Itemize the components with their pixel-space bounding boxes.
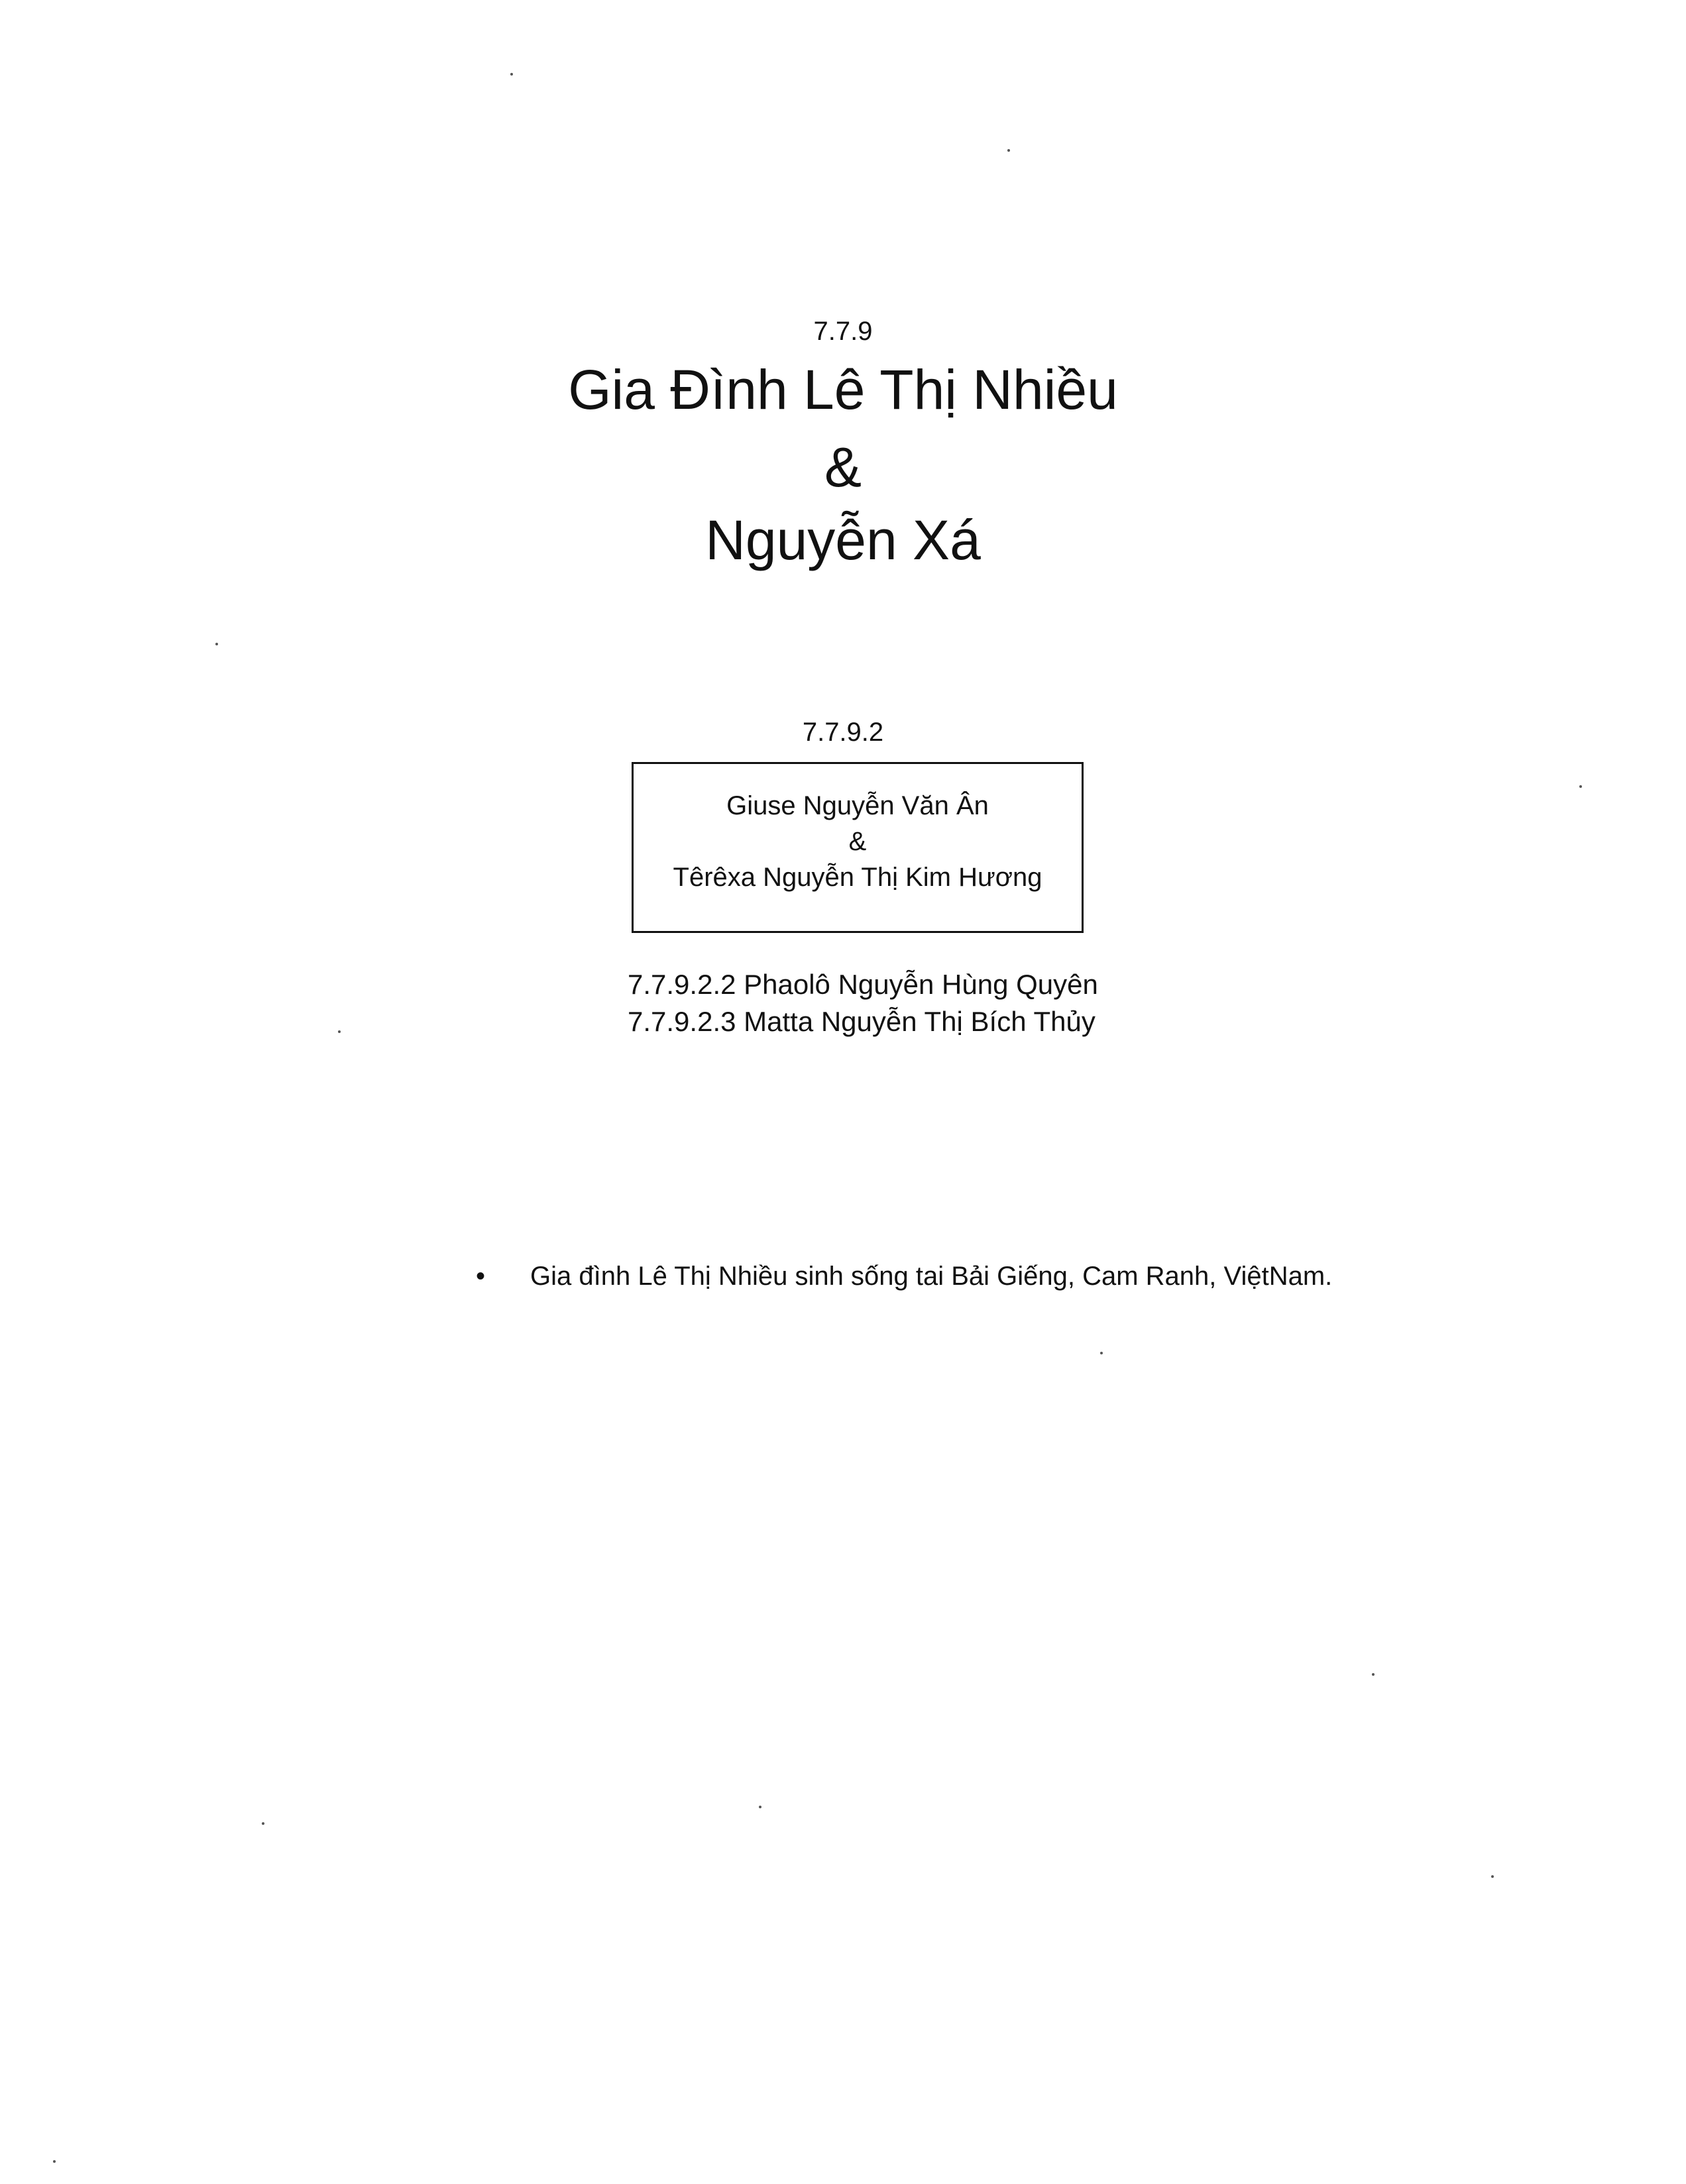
- family-number: 7.7.9: [813, 317, 873, 346]
- child-entry: 7.7.9.2.2 Phaolô Nguyễn Hùng Quyên: [628, 969, 1098, 1000]
- scan-speck: [510, 73, 513, 76]
- bullet-icon: •: [476, 1262, 486, 1291]
- scan-speck: [759, 1806, 761, 1808]
- children-list: [628, 966, 1105, 1040]
- child-entry: 7.7.9.2.3 Matta Nguyễn Thị Bích Thủy: [628, 1006, 1096, 1037]
- page-title-ampersand: &: [824, 436, 862, 498]
- wife-name: Têrêxa Nguyễn Thị Kim Hương: [673, 863, 1042, 892]
- scan-speck: [1372, 1673, 1375, 1676]
- couple-box: [632, 762, 1084, 933]
- scan-speck: [1491, 1875, 1494, 1878]
- scan-speck: [1100, 1352, 1103, 1354]
- scan-speck: [53, 2160, 56, 2163]
- scan-speck: [338, 1030, 341, 1033]
- husband-name: Giuse Nguyễn Văn Ân: [726, 791, 989, 820]
- page-title-line1: Gia Đình Lê Thị Nhiều: [568, 358, 1118, 421]
- page-title-line2: Nguyễn Xá: [705, 509, 981, 571]
- scan-speck: [1007, 149, 1010, 152]
- scan-speck: [1579, 785, 1582, 788]
- couple-ampersand: &: [848, 827, 867, 856]
- scan-speck: [215, 643, 218, 645]
- scan-speck: [262, 1822, 264, 1825]
- couple-number: 7.7.9.2: [802, 718, 884, 747]
- note-text: Gia đình Lê Thị Nhiều sinh sống tai Bải Giếng, Cam Ranh, ViệtNam.: [530, 1262, 1333, 1291]
